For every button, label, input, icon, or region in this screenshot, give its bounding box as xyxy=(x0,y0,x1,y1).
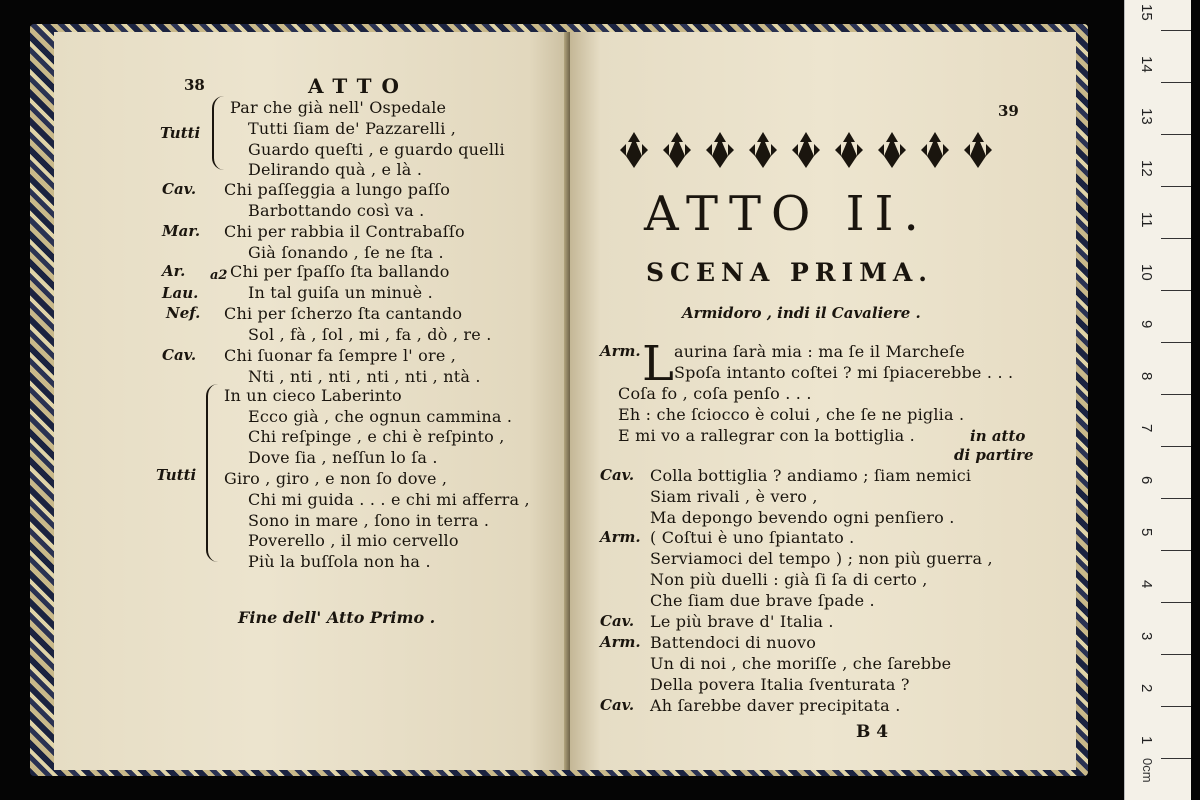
speaker-arm: Arm. xyxy=(600,633,641,651)
ornament-icon xyxy=(745,130,781,170)
ornament-icon xyxy=(788,130,824,170)
verse-line: Guardo queſti , e guardo quelli xyxy=(248,140,505,159)
verse-line: Ma depongo bevendo ogni penſiero . xyxy=(650,508,955,527)
brace-tutti-1 xyxy=(212,96,224,170)
ruler-tick xyxy=(1161,134,1191,135)
verse-line: Tutti ſiam de' Pazzarelli , xyxy=(248,119,457,138)
verse-line: Chi reſpinge , e chi è reſpinto , xyxy=(248,427,505,446)
signature-mark: B 4 xyxy=(856,722,889,742)
verse-line: Chi paſſeggia a lungo paſſo xyxy=(224,180,451,199)
verse-line: Un di noi , che moriſſe , che ſarebbe xyxy=(650,654,952,673)
verse-line: Nti , nti , nti , nti , nti , ntà . xyxy=(248,367,481,386)
speaker-mar: Mar. xyxy=(162,222,201,240)
speaker-cav: Cav. xyxy=(162,346,197,364)
ruler-number: 7 xyxy=(1138,424,1155,433)
ruler-number: 1 xyxy=(1138,736,1155,745)
verse-line: Barbottando così va . xyxy=(248,201,425,220)
measuring-ruler xyxy=(1124,0,1191,800)
verse-line: Par che già nell' Ospedale xyxy=(230,98,447,117)
ruler-tick xyxy=(1161,82,1191,83)
ruler-tick xyxy=(1161,602,1191,603)
ruler-number: 5 xyxy=(1138,528,1155,537)
ornament-icon xyxy=(874,130,910,170)
ruler-number: 9 xyxy=(1138,320,1155,329)
ornament-icon xyxy=(659,130,695,170)
speaker-arm: Arm. xyxy=(600,528,641,546)
ruler-number: 10 xyxy=(1138,264,1155,281)
verse-line: Coſa fo , coſa penſo . . . xyxy=(618,384,812,403)
verse-line: Ah ſarebbe daver precipitata . xyxy=(650,696,901,715)
speaker-cav: Cav. xyxy=(162,180,197,198)
verse-line: Sol , fà , ſol , mi , fa , dò , re . xyxy=(248,325,492,344)
speaker-cav: Cav. xyxy=(600,466,635,484)
verse-line: ( Coſtui è uno ſpiantato . xyxy=(650,528,855,547)
ruler-tick xyxy=(1161,30,1191,31)
ruler-number: 2 xyxy=(1138,684,1155,693)
verse-line: aurina ſarà mia : ma ſe il Marcheſe xyxy=(674,342,965,361)
verse-line: Che ſiam due brave ſpade . xyxy=(650,591,875,610)
speaker-tutti: Tutti xyxy=(156,466,197,484)
ruler-number: 11 xyxy=(1138,212,1155,228)
brace-tutti-2 xyxy=(206,384,218,562)
verse-line: Già ſonando , ſe ne ſta . xyxy=(248,243,444,262)
ruler-tick xyxy=(1161,238,1191,239)
verse-line: Spoſa intanto coſtei ? mi ſpiacerebbe . . . xyxy=(674,363,1014,382)
ornament-icon xyxy=(831,130,867,170)
ruler-number: 12 xyxy=(1138,160,1155,177)
ornament-band xyxy=(616,130,996,170)
verse-line: Delirando quà , e là . xyxy=(248,160,423,179)
verse-line: Colla bottiglia ? andiamo ; ſiam nemici xyxy=(650,466,972,485)
speaker-cav: Cav. xyxy=(600,696,635,714)
ruler-number: 15 xyxy=(1138,4,1155,21)
speaker-cav: Cav. xyxy=(600,612,635,630)
ruler-tick xyxy=(1161,446,1191,447)
verse-line: Serviamoci del tempo ) ; non più guerra , xyxy=(650,549,993,568)
verse-line: Non più duelli : già ſi ſa di certo , xyxy=(650,570,928,589)
aside-direction: di partire xyxy=(954,446,1034,464)
ruler-tick xyxy=(1161,706,1191,707)
verse-line: Chi per ſpaſſo ſta ballando xyxy=(230,262,450,281)
ruler-number: 6 xyxy=(1138,476,1155,485)
ruler-tick xyxy=(1161,550,1191,551)
ruler-number: 8 xyxy=(1138,372,1155,381)
verse-line: Chi per ſcherzo ſta cantando xyxy=(224,304,463,323)
act-title: ATTO II. xyxy=(644,186,929,242)
ruler-tick xyxy=(1161,654,1191,655)
book xyxy=(30,24,1088,776)
verse-line: Più la buſſola non ha . xyxy=(248,552,431,571)
ruler-tick xyxy=(1161,394,1191,395)
speaker-lau: Lau. xyxy=(162,284,199,302)
speaker-ar: Ar. xyxy=(162,262,186,280)
aside-direction: in atto xyxy=(970,427,1026,445)
speaker-arm: Arm. xyxy=(600,342,641,360)
ornament-icon xyxy=(616,130,652,170)
verse-line: In un cieco Laberinto xyxy=(224,386,402,405)
ruler-tick xyxy=(1161,186,1191,187)
running-head: ATTO xyxy=(308,74,409,98)
speaker-nes: Nef. xyxy=(166,304,201,322)
page-number-39: 39 xyxy=(998,102,1019,120)
verse-line: Chi ſuonar fa ſempre l' ore , xyxy=(224,346,457,365)
verse-line: Le più brave d' Italia . xyxy=(650,612,834,631)
right-page xyxy=(570,32,1076,770)
ruler-tick xyxy=(1161,498,1191,499)
ruler-number: 3 xyxy=(1138,632,1155,641)
ruler-number: 4 xyxy=(1138,580,1155,589)
ruler-tick xyxy=(1161,342,1191,343)
stage-direction: Armidoro , indi il Cavaliere . xyxy=(682,304,921,322)
ornament-icon xyxy=(960,130,996,170)
verse-line: Dove ſia , neſſun lo ſa . xyxy=(248,448,438,467)
verse-line: Poverello , il mio cervello xyxy=(248,531,459,550)
a2-marker: a2 xyxy=(210,268,228,283)
ruler-unit-label: 0cm xyxy=(1140,758,1155,783)
ruler-tick xyxy=(1161,290,1191,291)
verse-line: Della povera Italia ſventurata ? xyxy=(650,675,910,694)
ruler-number: 13 xyxy=(1138,108,1155,125)
scene-title: SCENA PRIMA. xyxy=(646,258,934,287)
speaker-tutti: Tutti xyxy=(160,124,201,142)
verse-line: Chi mi guida . . . e chi mi afferra , xyxy=(248,490,530,509)
verse-line: Ecco già , che ognun cammina . xyxy=(248,407,513,426)
end-of-act-note: Fine dell' Atto Primo . xyxy=(238,608,436,627)
verse-line: Sono in mare , ſono in terra . xyxy=(248,511,490,530)
ornament-icon xyxy=(917,130,953,170)
page-number-38: 38 xyxy=(184,76,205,94)
verse-line: Giro , giro , e non ſo dove , xyxy=(224,469,448,488)
left-page xyxy=(54,32,570,770)
verse-line: Battendoci di nuovo xyxy=(650,633,817,652)
ornament-icon xyxy=(702,130,738,170)
verse-line: In tal guiſa un minuè . xyxy=(248,283,433,302)
verse-line: Siam rivali , è vero , xyxy=(650,487,818,506)
verse-line: E mi vo a rallegrar con la bottiglia . xyxy=(618,426,915,445)
verse-line: Eh : che ſciocco è colui , che ſe ne piglia . xyxy=(618,405,965,424)
ruler-number: 14 xyxy=(1138,56,1155,73)
drop-cap: L xyxy=(642,336,674,392)
verse-line: Chi per rabbia il Contrabaſſo xyxy=(224,222,465,241)
ruler-tick xyxy=(1161,758,1191,759)
